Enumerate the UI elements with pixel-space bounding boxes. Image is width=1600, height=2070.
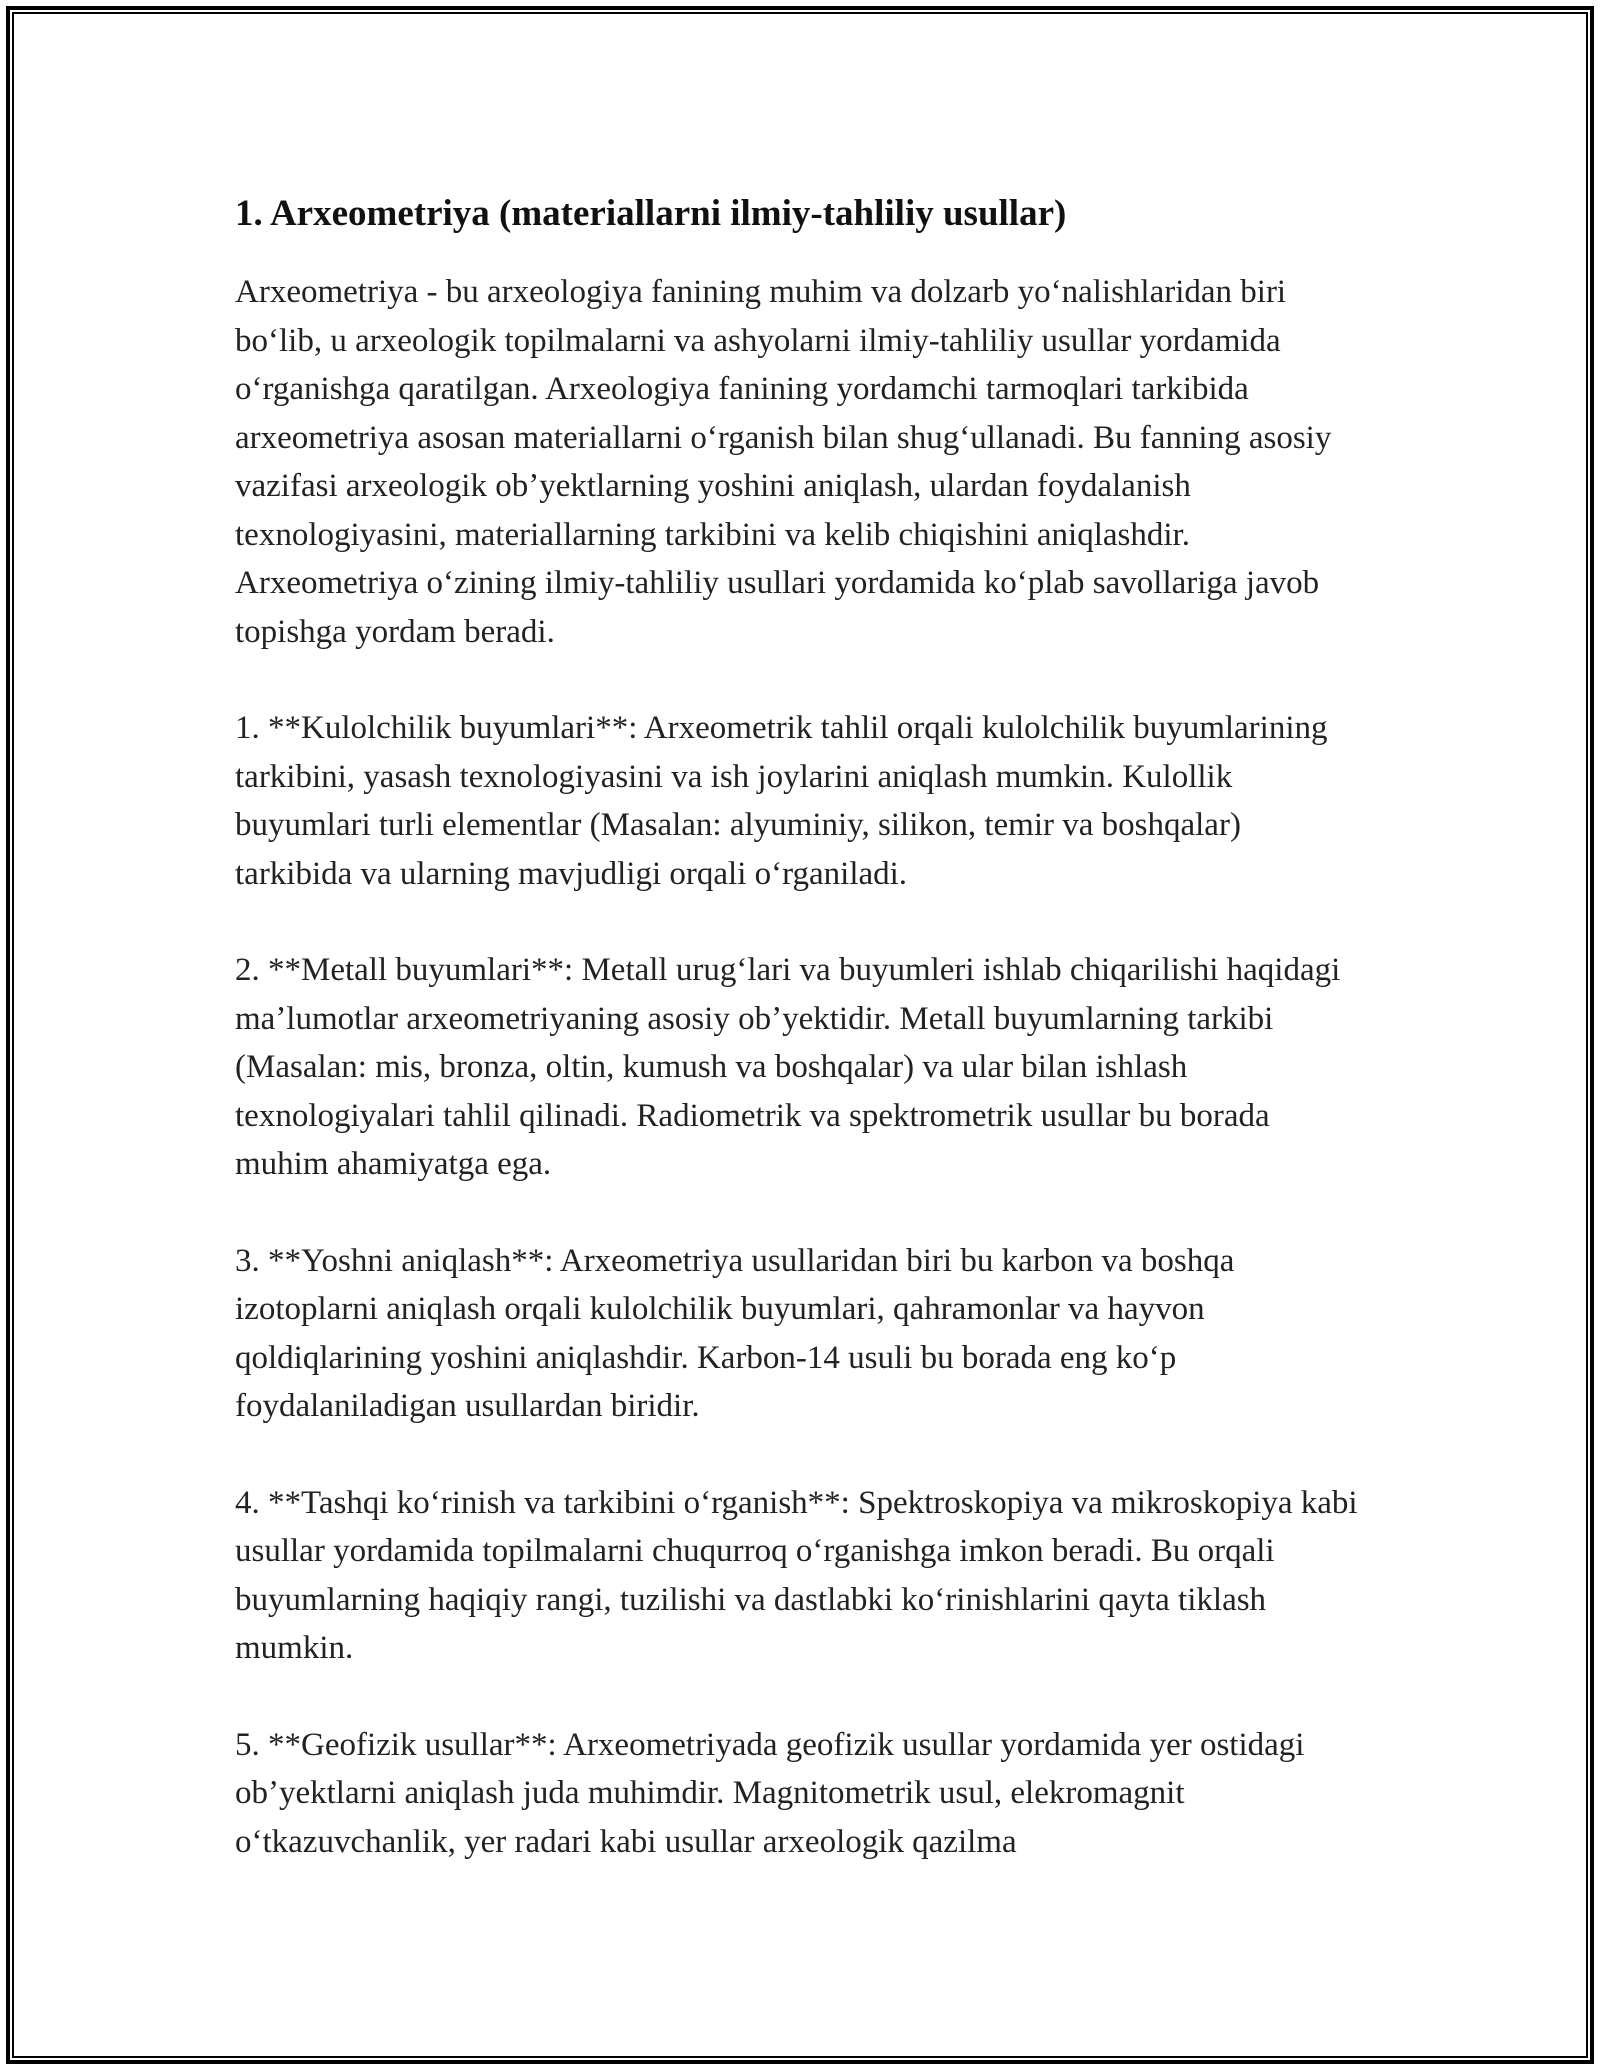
list-item-pottery: 1. **Kulolchilik buyumlari**: Arxeometrik tahlil orqali kulolchilik buyumlarining tarkibini, yasash texnologiyasini va ish joylarini aniqlash mumkin. Kulollik buyumlari turli elementlar (Masalan: alyuminiy, silikon, temir va boshqalar) tarkibida va ularning mavjudligi orqali oʻrganiladi. <box>235 710 1328 892</box>
list-item-metal: 2. **Metall buyumlari**: Metall urugʻlari va buyumleri ishlab chiqarilishi haqidagi maʼlumotlar arxeometriyaning asosiy obʼyektidir. Metall buyumlarning tarkibi (Masalan: mis, bronza, oltin, kumush va boshqalar) va ular bilan ishlash texnologiyalari tahlil qilinadi. Radiometrik va spektrometrik usullar bu borada muhim ahamiyatga ega. <box>235 952 1341 1182</box>
list-item-dating: 3. **Yoshni aniqlash**: Arxeometriya usullaridan biri bu karbon va boshqa izotoplarni aniqlash orqali kulolchilik buyumlari, qahramonlar va hayvon qoldiqlarining yoshini aniqlashdir. Karbon-14 usuli bu borada eng koʻp foydalaniladigan usullardan biridir. <box>235 1242 1235 1424</box>
intro-paragraph: Arxeometriya - bu arxeologiya fanining muhim va dolzarb yoʻnalishlaridan biri boʻlib, u arxeologik topilmalarni va ashyolarni ilmiy-tahliliy usullar yordamida oʻrganishga qaratilgan. Arxeologiya fanining yordamchi tarmoqlari tarkibida arxeometriya asosan materiallarni oʻrganish bilan shugʻullanadi. Bu fanning asosiy vazifasi arxeologik obʼyektlarning yoshini aniqlash, ulardan foydalanish texnologiyasini, materiallarning tarkibini va kelib chiqishini aniqlashdir. Arxeometriya oʻzining ilmiy-tahliliy usullari yordamida koʻplab savollariga javob topishga yordam beradi. <box>235 274 1332 650</box>
section-heading: 1. Arxeometriya (materiallarni ilmiy-tahliliy usullar) <box>235 193 1067 234</box>
list-item-appearance: 4. **Tashqi koʻrinish va tarkibini oʻrganish**: Spektroskopiya va mikroskopiya kabi usullar yordamida topilmalarni chuqurroq oʻrganishga imkon beradi. Bu orqali buyumlarning haqiqiy rangi, tuzilishi va dastlabki koʻrinishlarini qayta tiklash mumkin. <box>235 1484 1358 1666</box>
list-item-geophysics: 5. **Geofizik usullar**: Arxeometriyada geofizik usullar yordamida yer ostidagi obʼyektlarni aniqlash juda muhimdir. Magnitometrik usul, elekromagnit oʻtkazuvchanlik, yer radari kabi usullar arxeologik qazilma <box>235 1726 1305 1860</box>
document-body <box>235 184 1365 1914</box>
